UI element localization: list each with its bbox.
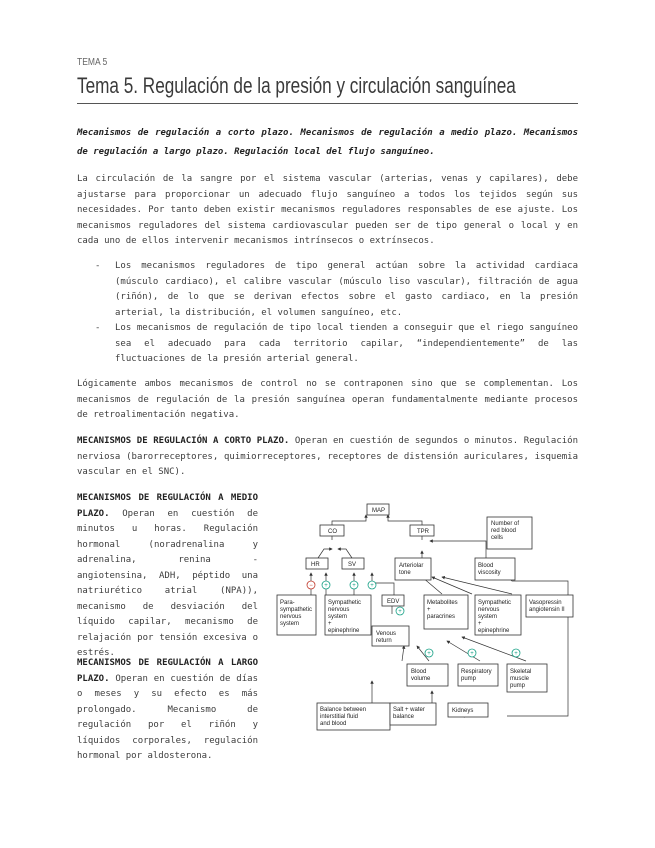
- paragraph-2: Lógicamente ambos mecanismos de control no se contraponen sino que se complementan. Los mecanismos de regulación de la presión sanguínea operan fundamentalmente mediante procesos de retroalimentación negativa.: [77, 379, 578, 420]
- label-venous: return: [376, 638, 392, 644]
- short-term-paragraph: [77, 434, 578, 481]
- sign-label: +: [352, 583, 356, 589]
- sign-label: −: [309, 583, 313, 589]
- label-sym: Sympathetic: [328, 600, 362, 606]
- label-sym: +: [328, 621, 332, 627]
- label-map: MAP: [372, 508, 386, 514]
- label-rbc: cells: [491, 535, 504, 541]
- page-title: Tema 5. Regulación de la presión y circulación sanguínea: [77, 73, 516, 98]
- label-blood-volume: Blood: [411, 669, 427, 675]
- label-balance: and blood: [320, 721, 347, 727]
- label-salt: Salt + water: [393, 707, 425, 713]
- intro-paragraph: La circulación de la sangre por el sistema vascular (arterias, venas y capilares), debe ajustarse para proporcionar un adecuado flujo sanguíneo a todos los tejidos según sus necesidades. Por tanto deben existir mecanismos reguladores responsables de ese ajuste. Los mecanismos reguladores del sistema cardiovascular pueden ser de tipo general o local y en cada uno de ellos intervenir mecanismos intrínsecos o extrínsecos.: [77, 174, 578, 246]
- label-edv: EDV: [387, 599, 400, 605]
- label-para: sympathetic: [280, 607, 313, 613]
- label-hr: HR: [311, 562, 320, 568]
- title-rule: [77, 103, 578, 104]
- label-para: Para-: [280, 600, 295, 606]
- label-resp: pump: [461, 676, 477, 682]
- long-term-text: Operan en cuestión de días o meses y su efecto es más prolongado. Mecanismo de regulación por el riñón y líquidos corporales, regulación hormonal por aldosterona.: [77, 673, 258, 761]
- label-met: Metabolites: [427, 600, 458, 606]
- long-term-heading: MECANISMOS DE REGULACIÓN A LARGO PLAZO.: [77, 658, 258, 684]
- label-balance: Balance between: [320, 707, 367, 713]
- label-skel: muscle: [510, 676, 530, 682]
- box-blood-volume: [407, 664, 448, 686]
- label-arteriolar: Arteriolar: [399, 563, 424, 569]
- label-sym2: epinephrine: [478, 628, 510, 634]
- label-sym2: system: [478, 614, 498, 620]
- label-sv: SV: [348, 562, 357, 568]
- label-vaso: Vasopressin: [529, 600, 562, 606]
- list-item: - Los mecanismos reguladores de tipo general actúan sobre la actividad cardiaca (músculo cardiaco), el calibre vascular (músculo liso vascular), filtración de agua (riñón), de lo que se derivan efectos sobre el gasto cardiaco, en la presión arterial, la distribución, el volumen sanguíneo, etc.: [77, 259, 578, 321]
- medium-term-text: Operan en cuestión de minutos u horas. Regulación hormonal (noradrenalina y adrenalina, renina - angiotensina, ADH, péptido una natriurético atrial (NPA)), mecanismo de desviación del líquido capilar, mecanismo de relajación por tensión excesiva o estrés.: [77, 508, 258, 658]
- section-tag: TEMA 5: [77, 57, 108, 68]
- list-item: - Los mecanismos de regulación de tipo local tienden a conseguir que el riego sanguíneo sea el adecuado para cada territorio capilar, “independientemente” de las fluctuaciones de la presión arterial general.: [77, 321, 578, 368]
- label-vaso: angiotensin II: [529, 607, 565, 613]
- label-sym: epinephrine: [328, 628, 360, 634]
- label-salt: balance: [393, 714, 415, 720]
- medium-term-paragraph: [77, 491, 258, 662]
- label-balance: interstitial fluid: [320, 714, 359, 720]
- sign-label: +: [427, 651, 431, 657]
- long-term-paragraph: [77, 656, 258, 765]
- label-blood-volume: volume: [411, 676, 431, 682]
- label-viscosity: viscosity: [478, 570, 501, 576]
- sign-label: +: [370, 583, 374, 589]
- short-term-heading: MECANISMOS DE REGULACIÓN A CORTO PLAZO.: [77, 436, 290, 446]
- box-blood-viscosity: [475, 558, 515, 580]
- label-met: +: [427, 607, 431, 613]
- box-arteriolar-tone: [395, 558, 431, 580]
- label-sym2: +: [478, 621, 482, 627]
- sign-label: +: [324, 583, 328, 589]
- label-para: system: [280, 621, 300, 627]
- label-rbc: Number of: [491, 521, 520, 527]
- box-respiratory-pump: [458, 664, 498, 686]
- label-viscosity: Blood: [478, 563, 494, 569]
- sign-label: +: [398, 609, 402, 615]
- label-skel: Skeletal: [510, 669, 532, 675]
- label-rbc: red blood: [491, 528, 517, 534]
- sign-label: +: [514, 651, 518, 657]
- label-skel: pump: [510, 683, 526, 689]
- label-venous: Venous: [376, 631, 397, 637]
- label-sym2: nervous: [478, 607, 500, 613]
- label-sym: nervous: [328, 607, 350, 613]
- label-sym2: Sympathetic: [478, 600, 512, 606]
- short-term-text: Operan en cuestión de segundos o minutos. Regulación nerviosa (barorreceptores, quimiorreceptores, receptores de distensión auriculares, isquemia vascular en el SNC).: [77, 436, 578, 477]
- bullet-list: [77, 259, 578, 368]
- label-met: paracrines: [427, 614, 456, 620]
- label-sym: system: [328, 614, 348, 620]
- label-arteriolar: tone: [399, 570, 411, 576]
- box-vasopressin: [526, 595, 573, 617]
- label-kidneys: Kidneys: [452, 708, 474, 714]
- blood-pressure-regulation-diagram: [272, 501, 577, 733]
- subtitle: Mecanismos de regulación a corto plazo. Mecanismos de regulación a medio plazo. Mecanismos de regulación a largo plazo. Regulación local del flujo sanguíneo.: [77, 128, 578, 157]
- label-tpr: TPR: [417, 529, 429, 535]
- label-resp: Respiratory: [461, 669, 492, 675]
- label-co: CO: [328, 529, 337, 535]
- label-para: nervous: [280, 614, 302, 620]
- sign-label: +: [470, 651, 474, 657]
- medium-term-heading: MECANISMOS DE REGULACIÓN A MEDIO PLAZO.: [77, 493, 258, 519]
